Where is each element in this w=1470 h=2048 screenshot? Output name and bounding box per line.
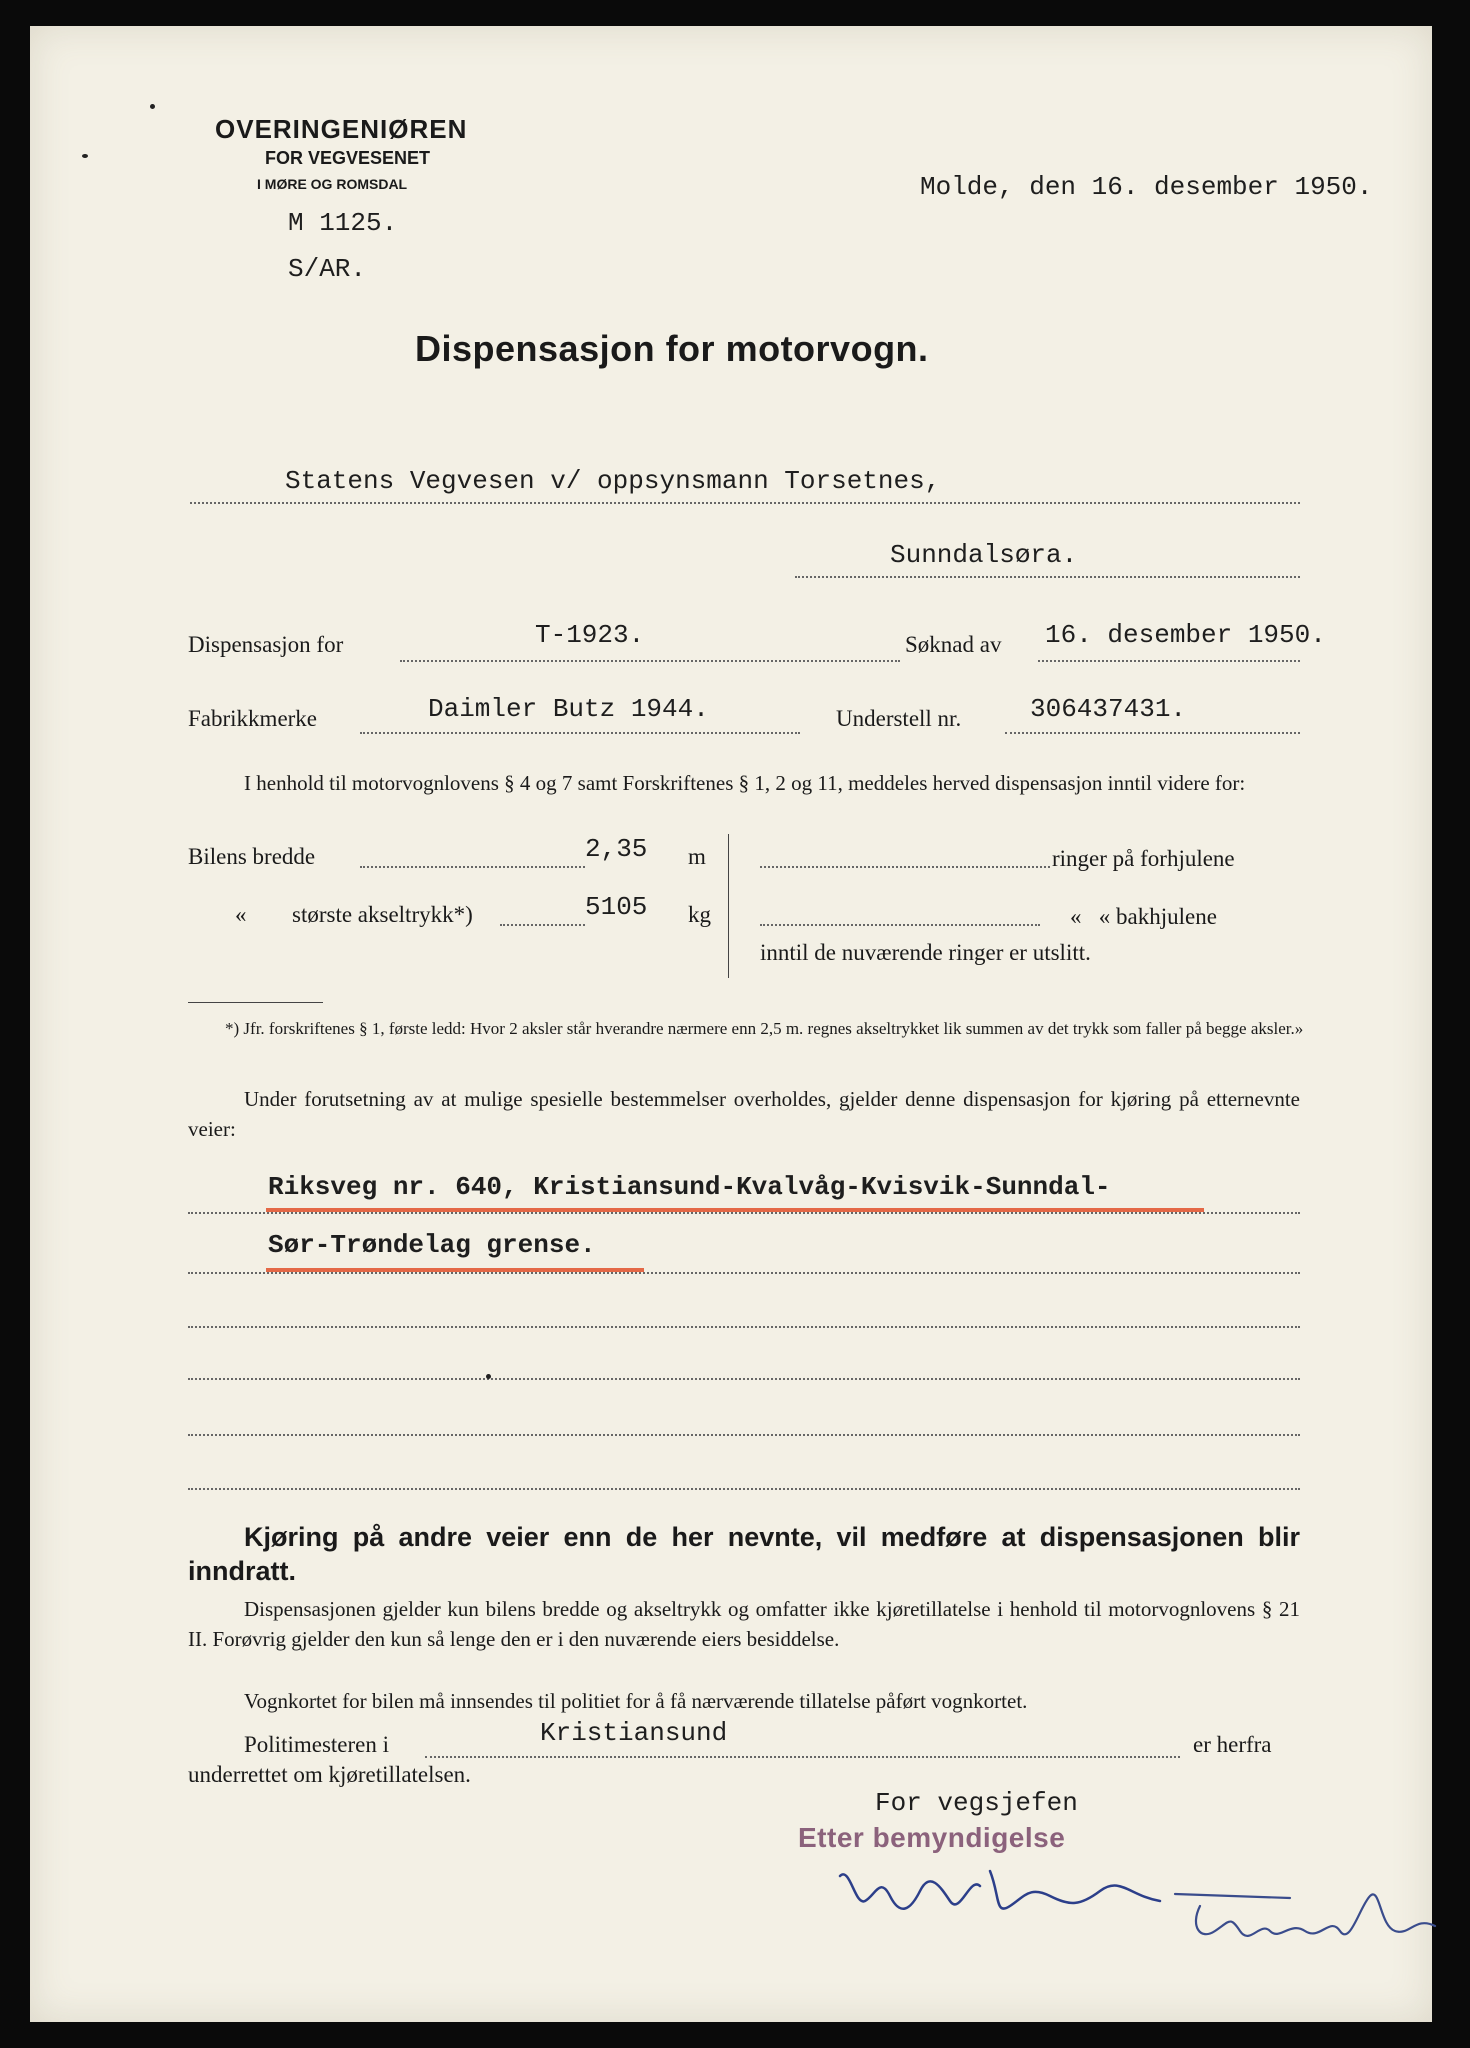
akseltrykk-label: største akseltrykk*) <box>292 902 473 927</box>
understell-label: Understell nr. <box>836 706 962 731</box>
dispensasjon-for-line <box>400 660 900 662</box>
axle-load-value: 5105 <box>585 892 648 922</box>
quote-mark: « <box>235 902 247 927</box>
bredde-label: Bilens bredde <box>188 844 316 869</box>
police-label: Politimesteren i <box>244 1732 390 1757</box>
fabrikkmerke-line <box>360 732 800 734</box>
tires-worn-label: inntil de nuværende ringer er utslitt. <box>760 940 1091 965</box>
signature-gunnar <box>1170 1876 1440 1956</box>
recipient-name: Statens Vegvesen v/ oppsynsmann Torsetnes, <box>285 466 941 496</box>
paper-speck <box>82 154 88 158</box>
column-divider <box>728 834 729 978</box>
place-date: Molde, den 16. desember 1950. <box>920 172 1373 202</box>
for-vegsjefen: For vegsjefen <box>875 1788 1078 1818</box>
dispensasjon-for-label: Dispensasjon for <box>188 632 344 657</box>
road-line-2: Sør-Trøndelag grense. <box>268 1230 596 1260</box>
org-name: OVERINGENIØREN <box>215 114 468 144</box>
bredde-dots <box>360 866 585 868</box>
recipient-place-line <box>795 576 1300 578</box>
org-subtitle: FOR VEGVESENET <box>265 148 431 168</box>
document-page <box>30 26 1432 2022</box>
application-date: 16. desember 1950. <box>1045 620 1326 650</box>
vehicle-registration: T-1923. <box>535 620 645 650</box>
recipient-place: Sunndalsøra. <box>890 540 1078 570</box>
front-tires-label: ringer på forhjulene <box>1052 846 1235 871</box>
rear-tires-label: « « bakhjulene <box>1070 904 1217 929</box>
road-dotted-5 <box>188 1434 1300 1436</box>
authorization-stamp: Etter bemyndigelse <box>798 1822 1066 1853</box>
width-value: 2,35 <box>585 834 648 864</box>
road-dotted-1 <box>188 1212 1300 1214</box>
intro-paragraph: I henhold til motorvognlovens § 4 og 7 samt Forskriftenes § 1, 2 og 11, meddeles herved dispensasjon inntil videre for: <box>244 771 1246 795</box>
fabrikkmerke-label: Fabrikkmerke <box>188 706 318 731</box>
police-line <box>425 1756 1180 1758</box>
reference-initials: S/AR. <box>288 254 367 284</box>
registration-paragraph: Vognkortet for bilen må innsendes til politiet for å få nærværende tillatelse påført vognkortet. <box>244 1689 1028 1713</box>
police-suffix: er herfra <box>1193 1732 1272 1757</box>
paper-speck <box>486 1374 491 1379</box>
width-unit: m <box>688 844 706 869</box>
soknad-line <box>1038 660 1300 662</box>
police-district: Kristiansund <box>540 1718 728 1748</box>
vehicle-make: Daimler Butz 1944. <box>428 694 709 724</box>
forhjul-line <box>760 866 1050 868</box>
road-dotted-6 <box>188 1488 1300 1490</box>
soknad-label: Søknad av <box>905 632 1002 657</box>
org-region: I MØRE OG ROMSDAL <box>257 176 408 192</box>
police-line-2: underrettet om kjøretillatelsen. <box>188 1762 471 1787</box>
recipient-line <box>190 502 1300 504</box>
road-dotted-3 <box>188 1326 1300 1328</box>
road-dotted-4 <box>188 1378 1300 1380</box>
condition-paragraph: Under forutsetning av at mulige spesielle bestemmelser overholdes, gjelder denne dispensasjon for kjøring på etternevnte veier: <box>188 1087 1300 1141</box>
footnote-rule <box>188 1002 323 1003</box>
road-line-1: Riksveg nr. 640, Kristiansund-Kvalvåg-Kvisvik-Sunndal- <box>268 1172 1111 1202</box>
chassis-number: 306437431. <box>1030 694 1187 724</box>
road-dotted-2 <box>188 1272 1300 1274</box>
reference-number: M 1125. <box>288 208 398 238</box>
akseltrykk-dots <box>500 924 585 926</box>
scope-paragraph: Dispensasjonen gjelder kun bilens bredde og akseltrykk og omfatter ikke kjøretillatelse i henhold til motorvognlovens § 21 II. Forøvrig gjelder den kun så lenge den er i den nuværende eiers besiddelse. <box>188 1597 1300 1651</box>
warning-text: Kjøring på andre veier enn de her nevnte, vil medføre at dispensasjonen blir inndratt. <box>188 1522 1300 1586</box>
paper-speck <box>150 104 155 109</box>
signature-knut <box>820 1856 1170 1936</box>
document-title: Dispensasjon for motorvogn. <box>415 328 929 369</box>
axle-load-unit: kg <box>688 902 711 927</box>
bakhjul-line <box>760 924 1040 926</box>
footnote-text: *) Jfr. forskriftenes § 1, første ledd: Hvor 2 aksler står hverandre nærmere enn 2,5 m. regnes akseltrykket lik summen av det trykk som faller på begge aksler.» <box>225 1019 1304 1038</box>
understell-line <box>1005 732 1300 734</box>
